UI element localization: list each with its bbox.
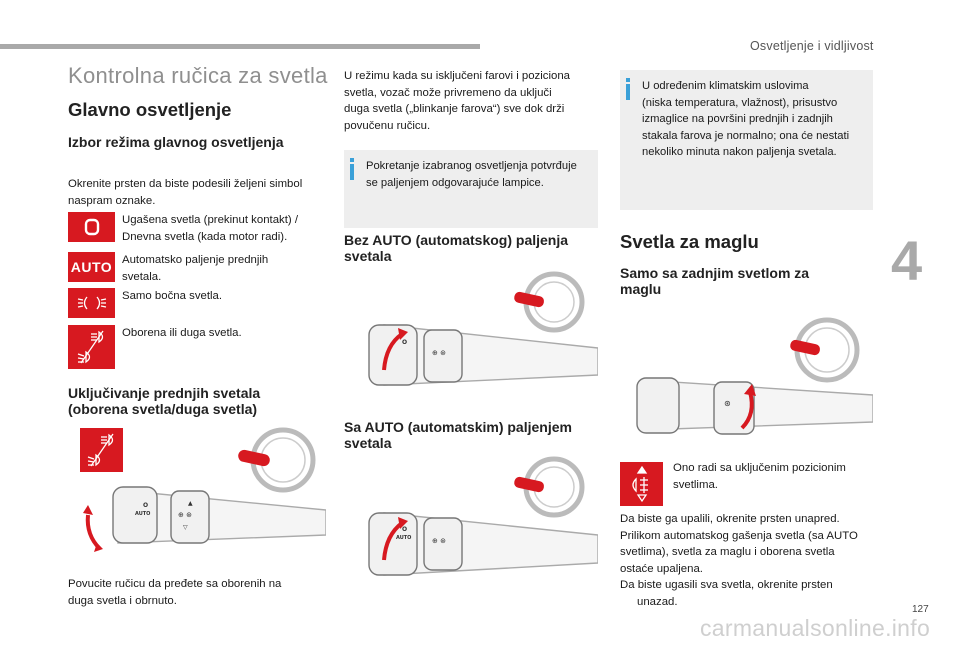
page-number: 127 — [912, 604, 929, 615]
dipped-main-beam-icon — [68, 325, 115, 369]
svg-text:AUTO: AUTO — [135, 511, 151, 517]
stalk-illustration-no-auto — [344, 270, 598, 400]
header-bar — [0, 44, 480, 49]
section-title: Osvetljenje i vidljivost — [750, 39, 874, 53]
main-lighting-heading: Glavno osvetljenje — [68, 99, 232, 120]
svg-text:O: O — [402, 339, 408, 346]
light-off-icon — [68, 212, 115, 242]
climate-info-text: U određenim klimatskim uslovima (niska temperatura, vlažnost), prisustvo izmaglice na površini prednjih i zadnjih stakala farova je normalno; ona će nestati nekoliko minuta nakon paljenja svetala. — [642, 80, 850, 158]
svg-text:▽: ▽ — [183, 524, 188, 531]
headlight-switch-heading: Uključivanje prednjih svetala (oborena svetla/duga svetla) — [68, 385, 261, 417]
rear-fog-heading: Samo sa zadnjim svetlom za maglu — [620, 265, 810, 297]
watermark: carmanualsonline.info — [700, 615, 931, 641]
rear-fog-light-icon — [620, 462, 663, 506]
with-auto-heading: Sa AUTO (automatskim) paljenjem svetala — [344, 419, 572, 451]
svg-text:⊕ ⊛: ⊕ ⊛ — [432, 537, 446, 545]
without-auto-heading: Bez AUTO (automatskog) paljenja svetala — [344, 232, 569, 264]
svg-text:⊛: ⊛ — [724, 399, 731, 408]
stalk-illustration-fog — [632, 310, 873, 445]
mode-side-text: Samo bočna svetla. — [122, 290, 223, 302]
stalk-illustration-pull — [78, 425, 326, 555]
svg-text:⊕ ⊛: ⊕ ⊛ — [178, 511, 192, 519]
svg-text:O: O — [402, 526, 408, 533]
stalk-illustration-auto — [344, 455, 598, 590]
mode-intro: Okrenite prsten da biste podesili željeni simbol naspram oznake. — [68, 178, 303, 207]
mode-beam-text: Oborena ili duga svetla. — [122, 327, 242, 339]
switch-text: Povucite ručicu da pređete sa oborenih na duga svetla i obrnuto. — [68, 578, 282, 607]
chapter-number: 4 — [891, 229, 923, 292]
flash-intro: U režimu kada su isključeni farovi i poziciona svetla, vozač može privremeno da uključi duga svetla („blinkanje farova“) sve dok drži povučenu ručicu. — [344, 70, 571, 132]
mode-selection-heading: Izbor režima glavnog osvetljenja — [68, 134, 284, 150]
svg-text:▲: ▲ — [188, 500, 193, 507]
auto-text-icon: AUTO — [68, 252, 115, 282]
page-title: Kontrolna ručica za svetla — [68, 63, 328, 88]
rear-fog-text: Ono radi sa uključenim pozicionim svetlima. — [673, 462, 846, 491]
mode-off-text: Ugašena svetla (prekinut kontakt) / Dnevna svetla (kada motor radi). — [122, 214, 299, 243]
side-lights-icon — [68, 288, 115, 318]
confirmation-info-text: Pokretanje izabranog osvetljenja potvrđuje se paljenjem odgovarajuće lampice. — [366, 160, 577, 189]
confirmation-info-box — [344, 150, 598, 228]
svg-text:AUTO: AUTO — [396, 535, 412, 541]
svg-text:⊕ ⊛: ⊕ ⊛ — [432, 349, 446, 357]
fog-on-instructions: Da biste ga upalili, okrenite prsten unapred. Prilikom automatskog gašenja svetla (sa AUTO svetlima), svetla za maglu i oborena svetla ostaće upaljena. — [620, 513, 858, 575]
fog-lights-heading: Svetla za maglu — [620, 231, 759, 252]
mode-auto-text: Automatsko paljenje prednjih svetala. — [122, 254, 269, 283]
info-icon — [626, 78, 631, 102]
fog-off-instructions: Da biste ugasili sva svetla, okrenite prsten unazad. — [620, 579, 833, 608]
climate-info-box — [620, 70, 873, 210]
info-icon — [350, 158, 355, 182]
svg-text:O: O — [143, 502, 149, 509]
